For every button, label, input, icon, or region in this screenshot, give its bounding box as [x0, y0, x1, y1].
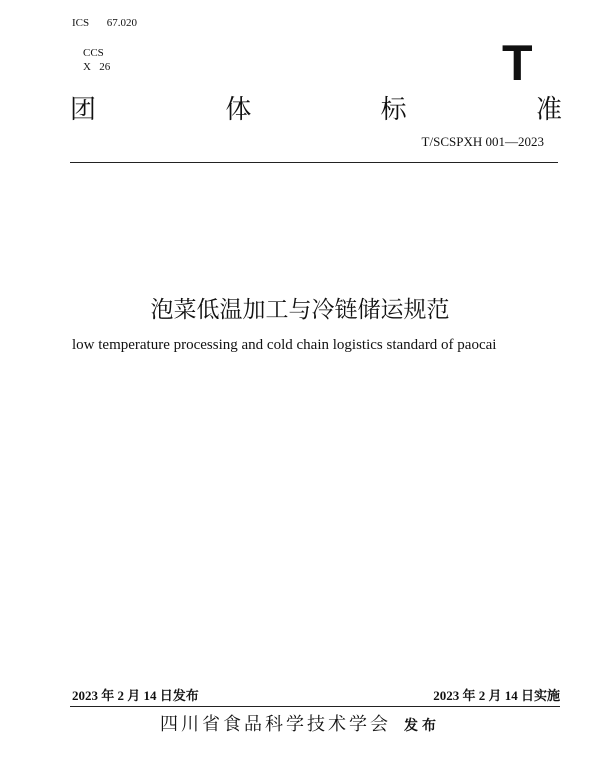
ics-line — [72, 16, 137, 30]
standard-type-char: 标 — [380, 95, 407, 125]
standard-type-heading — [70, 95, 562, 125]
standard-type-char: 准 — [535, 95, 562, 125]
header-divider — [70, 162, 558, 163]
standard-number: T/SCSPXH 001—2023 — [421, 134, 544, 149]
ics-code: 67.020 — [106, 17, 137, 29]
standard-type-letter: T — [502, 35, 533, 91]
document-title-english: low temperature processing and cold chain logistics standard of paocai — [72, 337, 497, 353]
footer-divider — [70, 706, 560, 707]
standard-type-char: 团 — [70, 95, 97, 125]
publisher-line — [0, 714, 600, 736]
ccs-line — [72, 32, 115, 88]
implementation-date: 2023 年 2 月 14 日实施 — [433, 688, 560, 703]
ccs-code: X 26 — [83, 61, 111, 73]
document-title-chinese: 泡菜低温加工与冷链储运规范 — [150, 297, 450, 323]
ccs-label: CCS — [83, 47, 104, 59]
ics-label: ICS — [72, 17, 90, 29]
publish-label: 发布 — [404, 718, 441, 734]
issue-date: 2023 年 2 月 14 日发布 — [72, 688, 199, 703]
publisher-name: 四川省食品科学技术学会 — [159, 714, 391, 735]
standard-type-char: 体 — [225, 95, 252, 125]
